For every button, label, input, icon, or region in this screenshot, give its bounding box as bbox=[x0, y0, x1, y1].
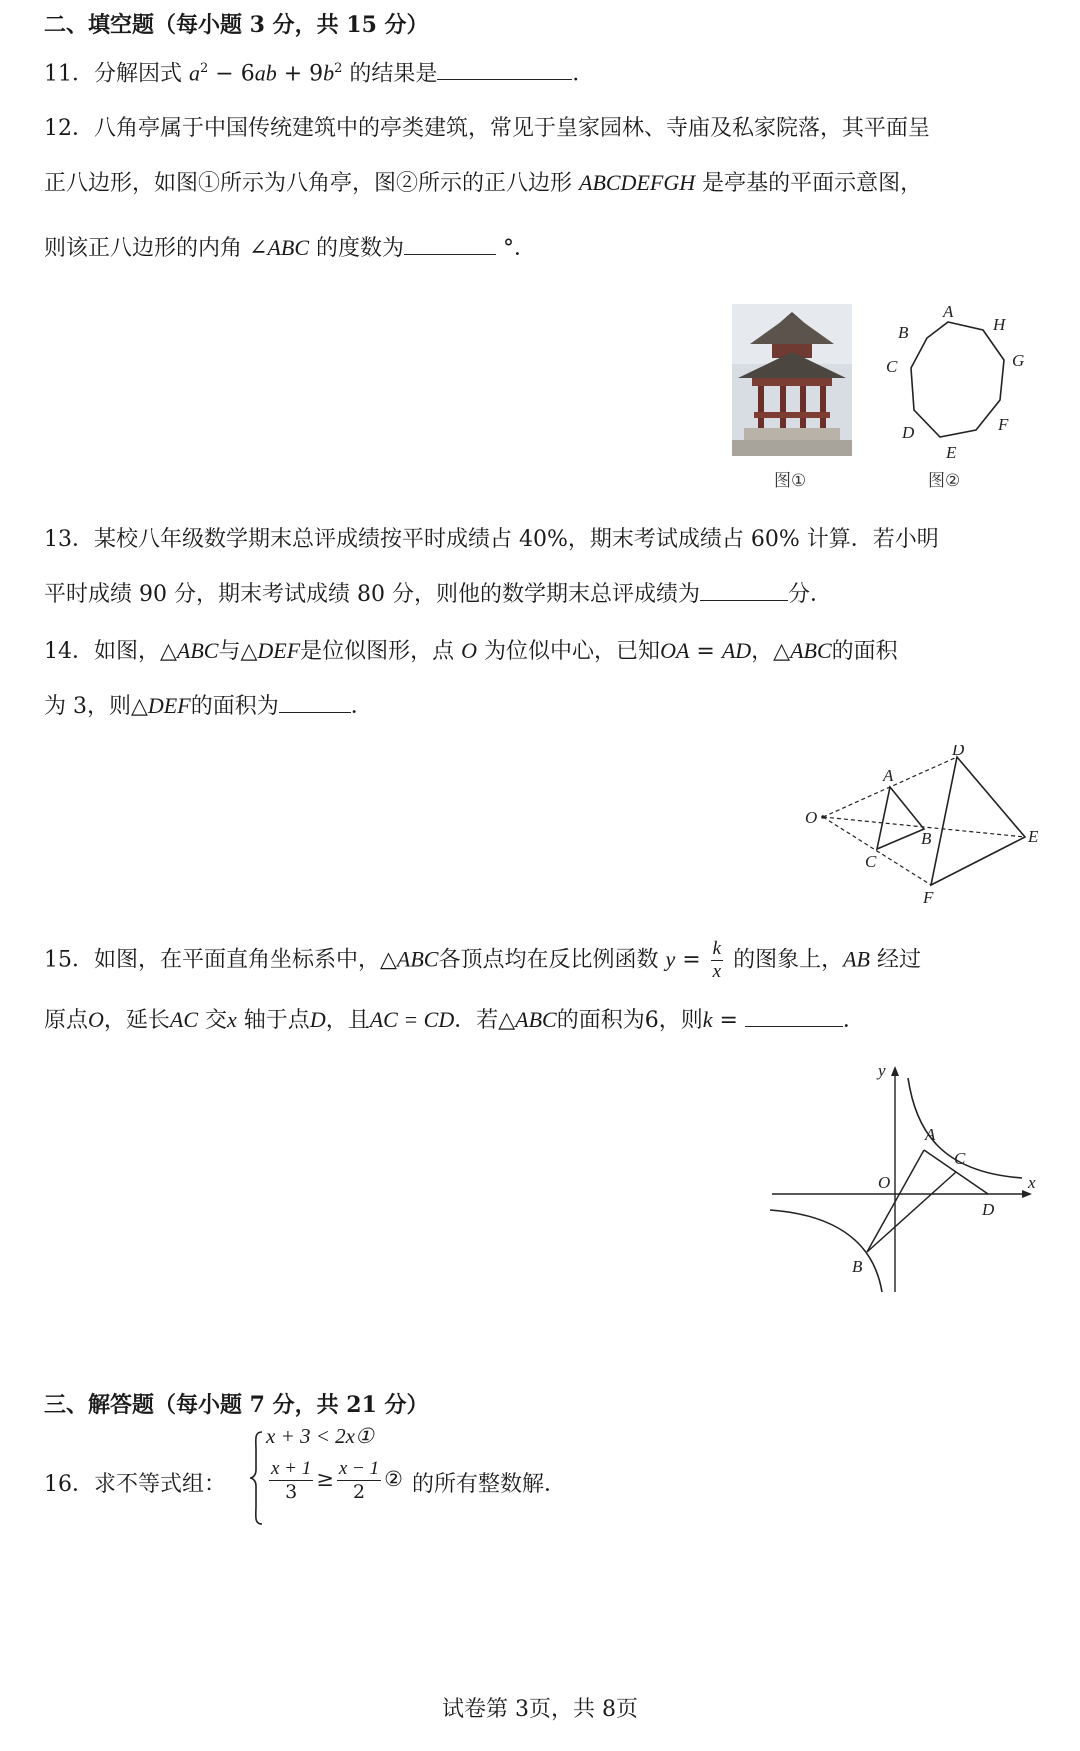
q15-end: ． bbox=[842, 1008, 865, 1033]
fig2-caption: 图② bbox=[928, 471, 961, 491]
q16-inequality-2 bbox=[266, 1458, 403, 1503]
q14-text-c: 是位似图形，点 bbox=[300, 639, 462, 664]
q14-text-2a: 为 3，则△ bbox=[44, 694, 148, 719]
triangle-ABC bbox=[877, 787, 924, 849]
q14-def2: DEF bbox=[147, 693, 191, 718]
q14-line2 bbox=[44, 690, 373, 722]
q14-text-2b: 的面积为 bbox=[190, 694, 279, 719]
q14-def: DEF bbox=[257, 638, 301, 663]
q12-line1: 12．八角亭属于中国传统建筑中的亭类建筑，常见于皇家园林、寺庙及私家院落，其平面呈 bbox=[44, 116, 930, 141]
q15-text-2g: 的面积为6，则 bbox=[556, 1008, 703, 1033]
hyperbola-branch-2 bbox=[770, 1210, 882, 1292]
q15-ac: AC bbox=[169, 1007, 199, 1032]
q16-fraction-2 bbox=[337, 1458, 381, 1503]
q11-a: a bbox=[189, 60, 201, 86]
label-A: A bbox=[925, 1125, 936, 1144]
q14-text-a: 14．如图，△ bbox=[44, 639, 177, 664]
q11-text: 分解因式 bbox=[94, 61, 183, 87]
q11-plus: + 9 bbox=[276, 61, 324, 87]
label-D: D bbox=[902, 423, 915, 442]
q15-text-b: 各顶点均在反比例函数 bbox=[438, 947, 666, 973]
label-B: B bbox=[898, 323, 909, 342]
label-A: A bbox=[943, 302, 954, 321]
q14-answer-blank[interactable] bbox=[279, 690, 351, 713]
label-D: D bbox=[982, 1200, 995, 1219]
label-E: E bbox=[946, 443, 957, 462]
q14-line1 bbox=[44, 636, 898, 667]
q13-line1: 13．某校八年级数学期末总评成绩按平时成绩占 40%，期末考试成绩占 60% 计算．若小明 bbox=[44, 527, 939, 552]
q14-text-b: 与△ bbox=[218, 639, 258, 664]
q14-eq: = bbox=[689, 639, 722, 664]
q14-text-e: ，△ bbox=[751, 639, 791, 664]
q16-suffix: 的所有整数解． bbox=[412, 1472, 567, 1497]
q13-line2 bbox=[44, 578, 832, 610]
q14-text-d: 为位似中心，已知 bbox=[477, 639, 661, 664]
q12-text-c: 是亭基的平面示意图， bbox=[695, 171, 923, 196]
q15-y: y bbox=[665, 946, 676, 972]
q16-den1: 3 bbox=[285, 1481, 298, 1503]
q15-line2 bbox=[44, 1004, 865, 1036]
octagon-diagram bbox=[886, 302, 1024, 462]
q12-figures bbox=[730, 300, 1040, 495]
q15-text-d: 经过 bbox=[870, 947, 921, 973]
q16-fraction-1 bbox=[269, 1458, 313, 1503]
q14-o: O bbox=[461, 638, 478, 663]
q12-line3 bbox=[44, 232, 536, 264]
q15-answer-blank[interactable] bbox=[745, 1004, 843, 1027]
question-11 bbox=[44, 54, 594, 89]
q12-line2 bbox=[44, 168, 922, 199]
label-O: O bbox=[878, 1173, 891, 1192]
q12-text-a: 正八边形，如图①所示为八角亭，图②所示的正八边形 bbox=[44, 171, 579, 196]
q15-text-2e: ，且 bbox=[325, 1008, 370, 1033]
q15-x2: x bbox=[227, 1007, 237, 1032]
q11-end: ． bbox=[572, 61, 595, 87]
q16-inequality-1: x + 3 < 2x① bbox=[266, 1424, 374, 1448]
q14-abc2: ABC bbox=[790, 638, 832, 663]
q12-degree: °． bbox=[496, 236, 536, 261]
triangle-DEF bbox=[931, 757, 1025, 885]
q11-answer-blank[interactable] bbox=[437, 57, 572, 80]
y-axis-arrow-icon bbox=[891, 1066, 899, 1076]
q15-text-a: 15．如图，在平面直角坐标系中，△ bbox=[44, 947, 397, 973]
q11-ab: ab bbox=[254, 60, 277, 86]
label-G: G bbox=[1012, 351, 1025, 370]
label-C: C bbox=[865, 852, 877, 871]
label-B: B bbox=[921, 829, 932, 848]
q12-text-3a: 则该正八边形的内角 ∠ bbox=[44, 236, 268, 261]
q13-unit: 分． bbox=[787, 582, 832, 607]
q15-ab: AB bbox=[843, 946, 870, 972]
q15-o: O bbox=[88, 1007, 104, 1032]
label-y: y bbox=[878, 1061, 886, 1080]
section2-title: 二、填空题（每小题 3 分，共 15 分） bbox=[44, 12, 429, 38]
q15-coordinate-figure bbox=[770, 1060, 1040, 1300]
q14-homothety-figure bbox=[795, 745, 1040, 905]
page-footer: 试卷第 3页，共 8页 bbox=[442, 1697, 638, 1722]
q15-text-2a: 原点 bbox=[44, 1008, 89, 1033]
q15-text-2h: = bbox=[712, 1008, 745, 1033]
q16-ge: ≥ bbox=[316, 1467, 334, 1491]
label-F: F bbox=[923, 888, 934, 905]
q16-mark2: ② bbox=[384, 1467, 403, 1491]
q15-eq: = bbox=[675, 947, 708, 973]
point-O bbox=[821, 815, 825, 819]
q15-fraction bbox=[711, 938, 723, 983]
pavilion-photo bbox=[732, 304, 852, 456]
label-H: H bbox=[993, 315, 1006, 334]
label-B: B bbox=[852, 1257, 863, 1276]
q15-text-2b: ，延长 bbox=[103, 1008, 170, 1033]
q11-tail: 的结果是 bbox=[342, 61, 438, 87]
label-C: C bbox=[886, 357, 898, 376]
q15-text-2c: 交 bbox=[198, 1008, 228, 1033]
q14-text-f: 的面积 bbox=[831, 639, 898, 664]
label-x: x bbox=[1028, 1173, 1036, 1192]
label-C: C bbox=[954, 1149, 966, 1168]
label-A: A bbox=[883, 766, 894, 785]
q15-acd: AC = CD bbox=[369, 1007, 455, 1032]
system-brace bbox=[248, 1430, 264, 1526]
label-E: E bbox=[1028, 827, 1039, 846]
q15-abc2: ABC bbox=[515, 1007, 557, 1032]
q14-ad: AD bbox=[721, 638, 752, 663]
q14-oa: OA bbox=[660, 638, 690, 663]
section3-title: 三、解答题（每小题 7 分，共 21 分） bbox=[44, 1392, 429, 1418]
q16-num2: x − 1 bbox=[338, 1458, 380, 1479]
q11-b: b bbox=[323, 60, 335, 86]
q11-exp-b: 2 bbox=[334, 61, 343, 76]
q12-answer-blank[interactable] bbox=[404, 232, 496, 255]
q16-prefix: 16．求不等式组： bbox=[44, 1472, 226, 1497]
q15-d: D bbox=[309, 1007, 326, 1032]
q15-text-2d: 轴于点 bbox=[236, 1008, 310, 1033]
q12-text-3c: 的度数为 bbox=[309, 236, 404, 261]
q15-k2: k bbox=[702, 1007, 713, 1032]
fig1-caption: 图① bbox=[774, 471, 807, 491]
q15-abc: ABC bbox=[396, 946, 439, 972]
label-O: O bbox=[805, 808, 818, 827]
q12-angle-name: ABC bbox=[267, 235, 309, 260]
q14-end: ． bbox=[350, 694, 373, 719]
q13-answer-blank[interactable] bbox=[700, 578, 788, 601]
ray-OF bbox=[823, 817, 931, 885]
q12-octagon-name: ABCDEFGH bbox=[579, 170, 696, 195]
q16-den2: 2 bbox=[352, 1481, 366, 1503]
q15-line1 bbox=[44, 938, 921, 983]
q15-text-c: 的图象上， bbox=[726, 947, 844, 973]
q15-k: k bbox=[712, 938, 722, 959]
q15-text-2f: ．若△ bbox=[454, 1008, 516, 1033]
label-D: D bbox=[952, 745, 965, 759]
q11-mid: − 6 bbox=[208, 61, 255, 87]
q15-x: x bbox=[712, 961, 722, 982]
q11-number: 11． bbox=[44, 61, 94, 87]
q11-exp: 2 bbox=[200, 61, 209, 76]
q16-num1: x + 1 bbox=[271, 1458, 312, 1479]
q13-text: 平时成绩 90 分，期末考试成绩 80 分，则他的数学期末总评成绩为 bbox=[44, 582, 700, 607]
label-F: F bbox=[998, 415, 1009, 434]
q14-abc: ABC bbox=[176, 638, 219, 663]
